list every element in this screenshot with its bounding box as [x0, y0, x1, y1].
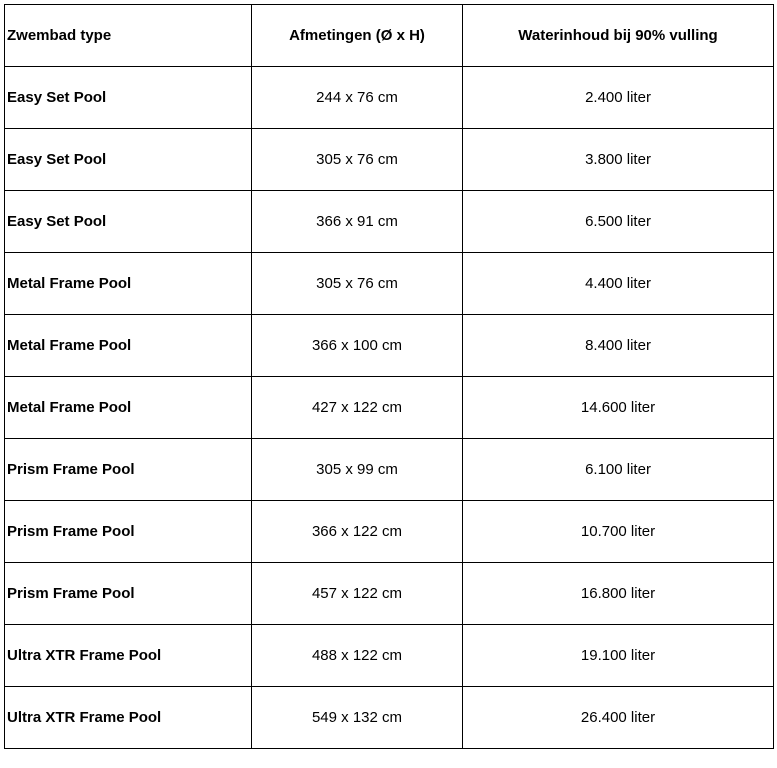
table-row [5, 439, 774, 501]
dimensions-cell: 549 x 132 cm [252, 687, 463, 749]
table-row [5, 191, 774, 253]
pool-type-cell: Ultra XTR Frame Pool [5, 625, 252, 687]
volume-cell: 6.100 liter [463, 439, 774, 501]
dimensions-cell: 305 x 76 cm [252, 129, 463, 191]
table-row [5, 563, 774, 625]
header-water-volume: Waterinhoud bij 90% vulling [463, 5, 774, 67]
pool-volume-table [4, 4, 774, 749]
volume-cell: 10.700 liter [463, 501, 774, 563]
pool-type-cell: Easy Set Pool [5, 129, 252, 191]
header-dimensions: Afmetingen (Ø x H) [252, 5, 463, 67]
table-row [5, 253, 774, 315]
volume-cell: 2.400 liter [463, 67, 774, 129]
pool-type-cell: Prism Frame Pool [5, 439, 252, 501]
table-row [5, 501, 774, 563]
volume-cell: 6.500 liter [463, 191, 774, 253]
pool-table-container [4, 4, 774, 749]
table-row [5, 687, 774, 749]
pool-type-cell: Ultra XTR Frame Pool [5, 687, 252, 749]
dimensions-cell: 305 x 99 cm [252, 439, 463, 501]
header-row [5, 5, 774, 67]
pool-type-cell: Easy Set Pool [5, 191, 252, 253]
table-row [5, 67, 774, 129]
volume-cell: 16.800 liter [463, 563, 774, 625]
volume-cell: 3.800 liter [463, 129, 774, 191]
pool-type-cell: Metal Frame Pool [5, 315, 252, 377]
pool-type-cell: Prism Frame Pool [5, 501, 252, 563]
dimensions-cell: 366 x 122 cm [252, 501, 463, 563]
volume-cell: 14.600 liter [463, 377, 774, 439]
table-row [5, 625, 774, 687]
table-row [5, 315, 774, 377]
table-row [5, 377, 774, 439]
dimensions-cell: 488 x 122 cm [252, 625, 463, 687]
header-pool-type: Zwembad type [5, 5, 252, 67]
pool-type-cell: Metal Frame Pool [5, 253, 252, 315]
dimensions-cell: 305 x 76 cm [252, 253, 463, 315]
table-row [5, 129, 774, 191]
pool-type-cell: Prism Frame Pool [5, 563, 252, 625]
volume-cell: 4.400 liter [463, 253, 774, 315]
dimensions-cell: 366 x 91 cm [252, 191, 463, 253]
volume-cell: 26.400 liter [463, 687, 774, 749]
dimensions-cell: 427 x 122 cm [252, 377, 463, 439]
pool-type-cell: Metal Frame Pool [5, 377, 252, 439]
pool-type-cell: Easy Set Pool [5, 67, 252, 129]
volume-cell: 19.100 liter [463, 625, 774, 687]
volume-cell: 8.400 liter [463, 315, 774, 377]
dimensions-cell: 244 x 76 cm [252, 67, 463, 129]
dimensions-cell: 457 x 122 cm [252, 563, 463, 625]
dimensions-cell: 366 x 100 cm [252, 315, 463, 377]
